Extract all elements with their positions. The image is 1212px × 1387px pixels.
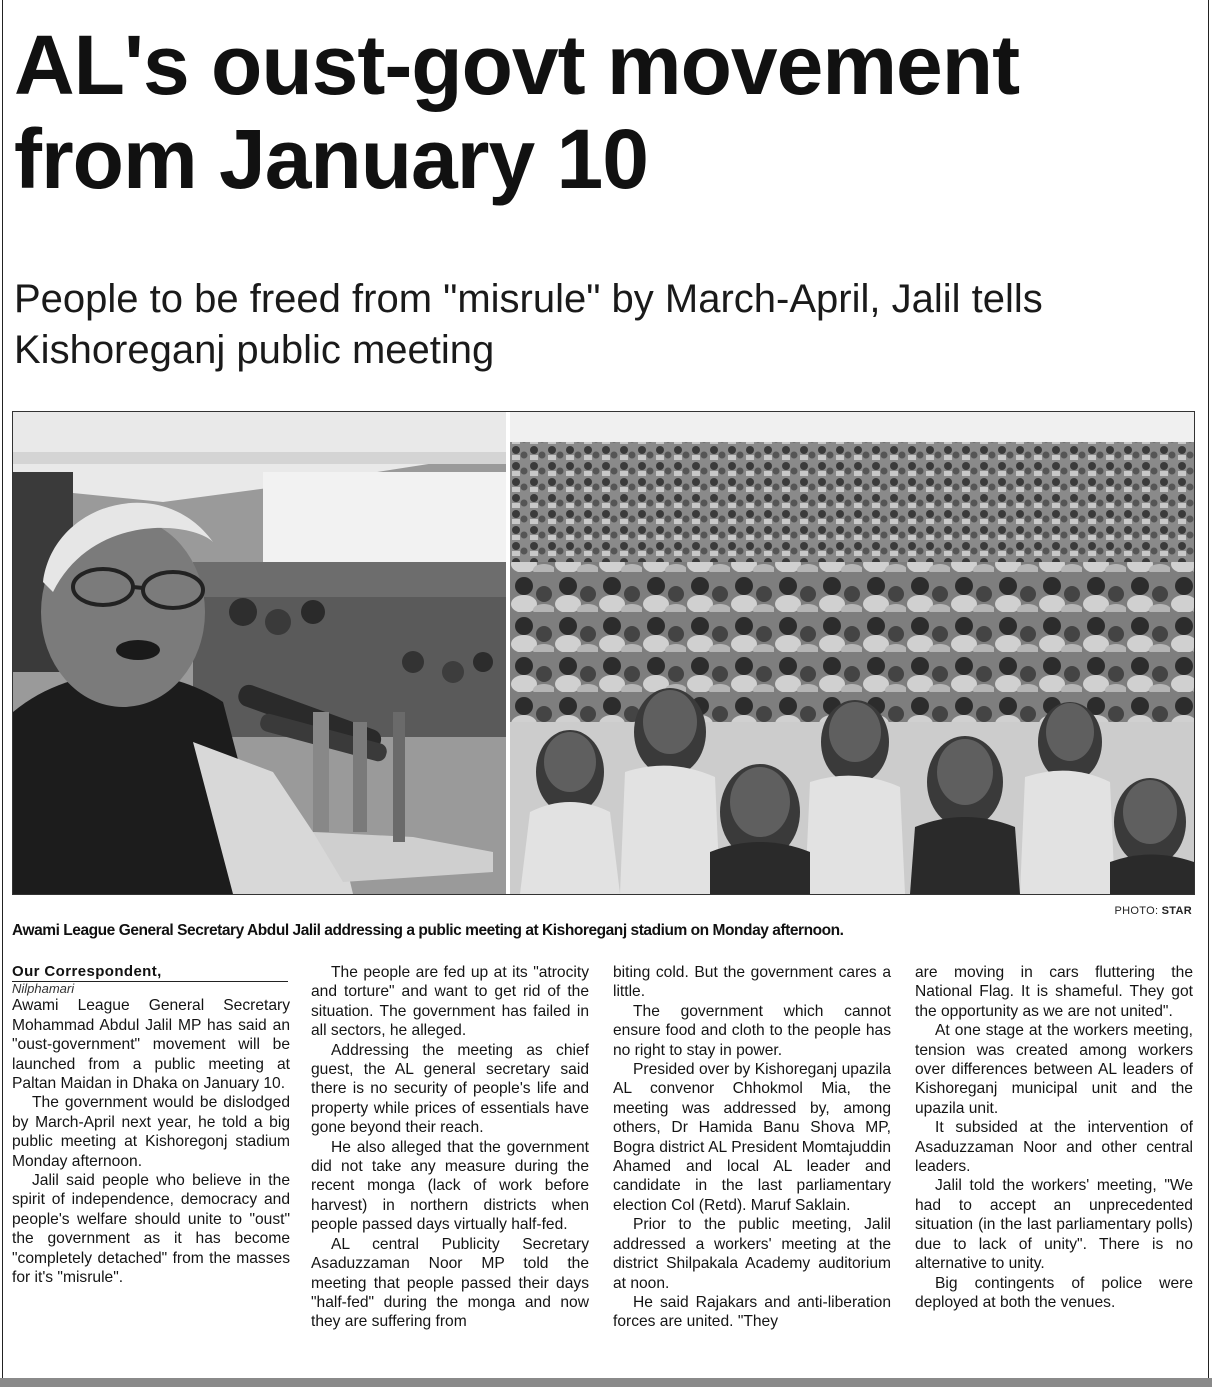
article-paragraph: biting cold. But the government cares a little. xyxy=(613,964,891,1001)
photo-pair xyxy=(12,411,1195,895)
article-paragraph: Jalil told the workers' meeting, "We had to accept an unprecedented situation (in the last parliamentary polls) due to lack of unity". There is no alternative to unity. xyxy=(915,1177,1193,1273)
article-paragraph: He also alleged that the government did not take any measure during the recent monga (lack of work before harvest) in northern districts when people passed days virtually half-fed. xyxy=(311,1138,589,1234)
photo-caption: Awami League General Secretary Abdul Jalil addressing a public meeting at Kishoreganj stadium on Monday afternoon. xyxy=(12,922,844,939)
photo-credit-source: STAR xyxy=(1161,905,1192,917)
article-paragraph: are moving in cars fluttering the National Flag. It is shameful. They got the opportunity as we are not united". xyxy=(915,964,1193,1020)
article-paragraph: Addressing the meeting as chief guest, the AL general secretary said there is no security of people's life and property while prices of essentials have gone beyond their reach. xyxy=(311,1041,589,1137)
article-column-2 xyxy=(311,963,589,1332)
crowd-photo xyxy=(510,412,1194,894)
subheadline: People to be freed from "misrule" by March-April, Jalil tells Kishoreganj public meeting xyxy=(14,277,1043,372)
article-paragraph: Big contingents of police were deployed at both the venues. xyxy=(915,1274,1193,1311)
article-column-1 xyxy=(12,962,290,1288)
speaker-photo xyxy=(13,412,506,894)
article-column-4 xyxy=(915,963,1193,1312)
article-paragraph: Prior to the public meeting, Jalil addressed a workers' meeting at the district Shilpakala Academy auditorium at noon. xyxy=(613,1216,891,1292)
article-paragraph: The government which cannot ensure food and cloth to the people has no right to stay in power. xyxy=(613,1002,891,1059)
article-column-3 xyxy=(613,963,891,1332)
article-paragraph: He said Rajakars and anti-liberation forces are united. "They xyxy=(613,1293,891,1331)
photo-credit-label: PHOTO: xyxy=(1114,905,1162,917)
article-paragraph: AL central Publicity Secretary Asaduzzaman Noor MP told the meeting that people passed their days "half-fed" during the monga and now they are suffering from xyxy=(311,1235,589,1331)
headline: AL's oust-govt movement from January 10 xyxy=(14,18,1020,206)
bottom-rule xyxy=(0,1378,1212,1387)
left-border-rule xyxy=(2,0,3,1378)
photo-credit xyxy=(900,905,1192,917)
right-border-rule xyxy=(1208,0,1209,1378)
byline: Our Correspondent, xyxy=(12,963,162,980)
article-paragraph: The government would be dislodged by March-April next year, he told a big public meeting at Kishoregonj stadium Monday afternoon. xyxy=(12,1094,290,1170)
article-paragraph: The people are fed up at its "atrocity and torture" and want to get rid of the situation. The government has failed in all sectors, he alleged. xyxy=(311,964,589,1040)
article-paragraph: It subsided at the intervention of Asaduzzaman Noor and other central leaders. xyxy=(915,1119,1193,1176)
article-paragraph: Presided over by Kishoreganj upazila AL convenor Chhokmol Mia, the meeting was addressed by, among others, Dr Hamida Banu Shova MP, Bogra district AL President Momtajuddin Ahamed and local AL leader and candidate in the last parliamentary election Col (Retd). Maruf Saklain. xyxy=(613,1061,891,1214)
article-paragraph: Jalil said people who believe in the spirit of independence, democracy and people's welfare should unite to "oust" the government as it has become "completely detached" from the masses for it's "misrule". xyxy=(12,1172,290,1287)
article-paragraph: Awami League General Secretary Mohammad Abdul Jalil MP has said an "oust-government" movement will be launched from a public meeting at Paltan Maidan in Dhaka on January 10. xyxy=(12,997,290,1093)
article-paragraph: At one stage at the workers meeting, tension was created among workers over differences between AL leaders of Kishoreganj municipal unit and the upazila unit. xyxy=(915,1022,1193,1117)
dateline: Nilphamari xyxy=(12,981,288,996)
